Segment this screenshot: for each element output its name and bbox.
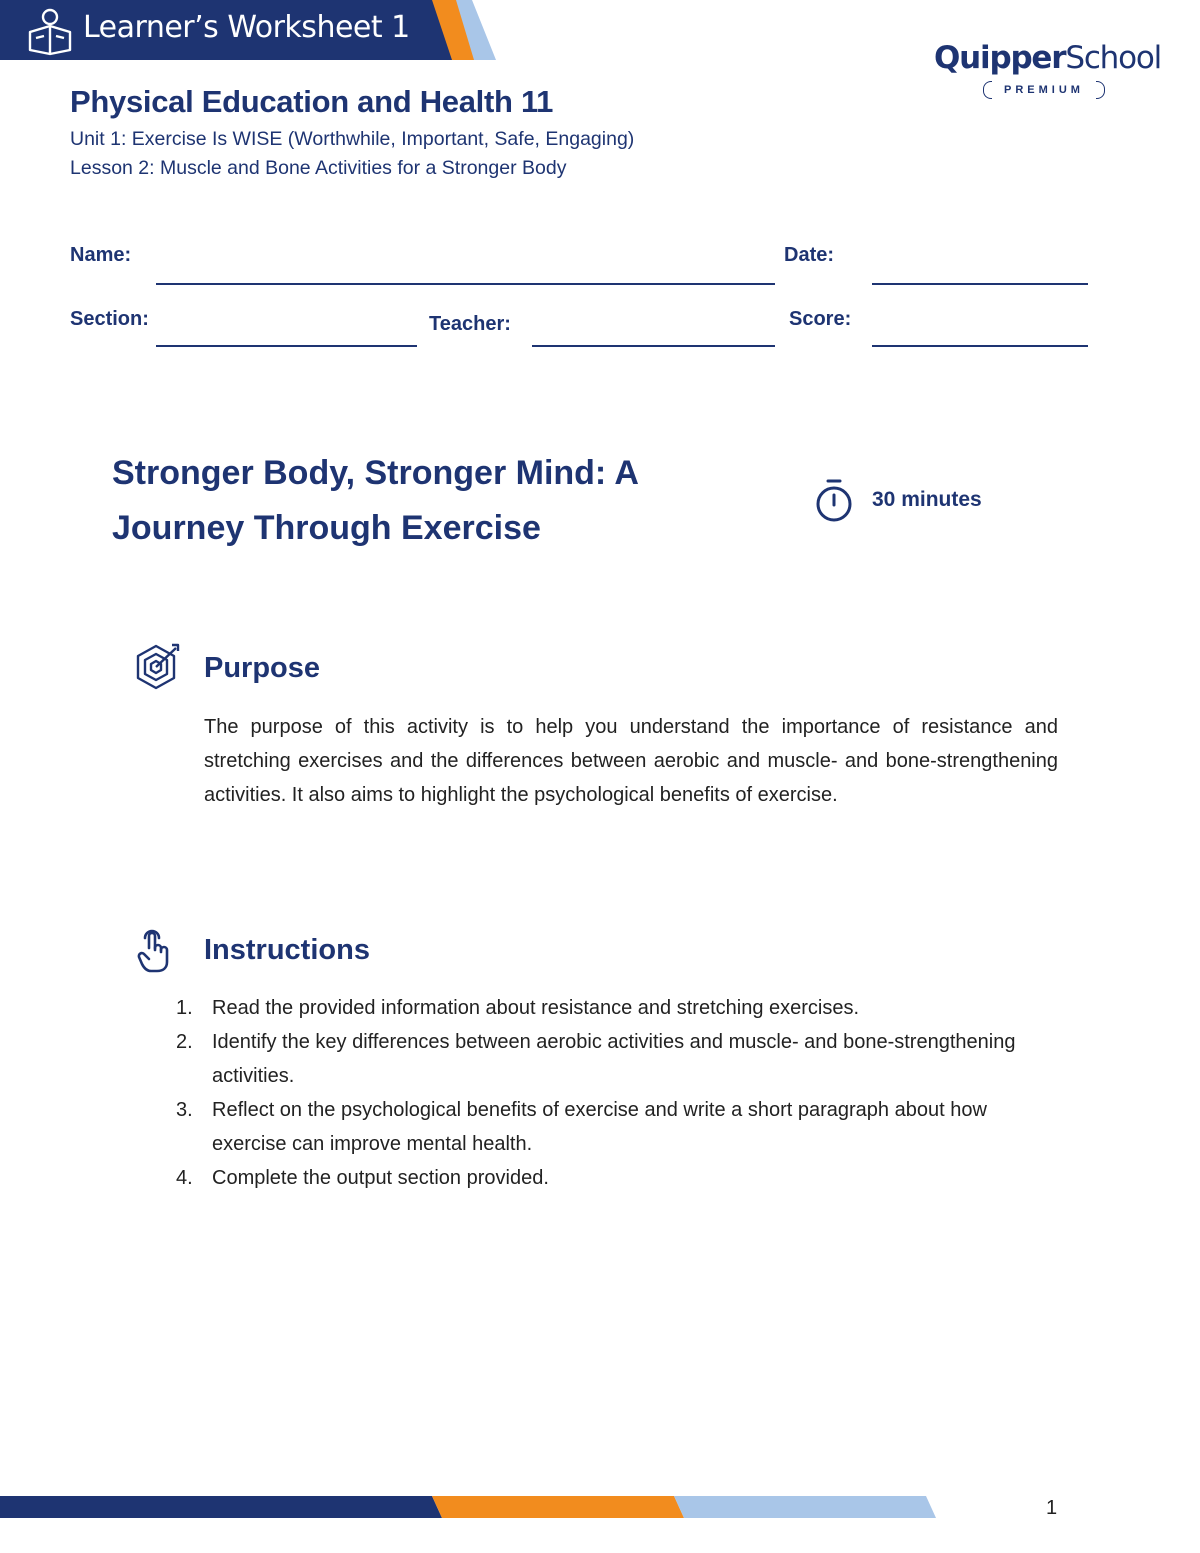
- item-text: Complete the output section provided.: [212, 1167, 549, 1189]
- date-field[interactable]: [872, 283, 1088, 285]
- score-label: Score:: [789, 308, 852, 330]
- purpose-text: The purpose of this activity is to help you understand the importance of resistance and stretching exercises and the differences between aerobic and muscle- and bone-strengthening activities. It also aims to highlight the psychological benefits of exercise.: [204, 716, 1058, 806]
- pointing-hand-icon: [136, 926, 176, 979]
- list-item: [170, 991, 1050, 1025]
- teacher-field[interactable]: [532, 345, 775, 347]
- instructions-list: [170, 991, 1050, 1195]
- target-icon: [134, 642, 182, 697]
- logo-brand-regular: School: [1065, 40, 1162, 76]
- instructions-heading: Instructions: [204, 934, 370, 966]
- name-field[interactable]: [156, 283, 775, 285]
- teacher-label: Teacher:: [429, 313, 511, 335]
- logo-brand-bold: Quipper: [934, 40, 1066, 76]
- unit-title: Unit 1: Exercise Is WISE (Worthwhile, Important, Safe, Engaging): [70, 128, 635, 150]
- item-number: 4.: [176, 1167, 193, 1189]
- stopwatch-icon: [814, 478, 854, 529]
- name-label: Name:: [70, 244, 132, 266]
- item-number: 1.: [176, 997, 193, 1019]
- section-field[interactable]: [156, 345, 417, 347]
- quipper-school-logo: [934, 40, 1162, 112]
- activity-title: Stronger Body, Stronger Mind: A Journey Through Exercise: [112, 454, 638, 547]
- list-item: [170, 1161, 1050, 1195]
- banner-title: Learner’s Worksheet 1: [83, 10, 410, 45]
- item-text: Read the provided information about resistance and stretching exercises.: [212, 997, 860, 1019]
- item-text: Reflect on the psychological benefits of exercise and write a short paragraph about how exercise can improve mental health.: [212, 1099, 987, 1155]
- lesson-title: Lesson 2: Muscle and Bone Activities for a Stronger Body: [70, 157, 567, 179]
- logo-wordmark: [934, 40, 1162, 76]
- logo-tier: PREMIUM: [983, 80, 1105, 100]
- worksheet-banner: [0, 0, 500, 62]
- subject-title: Physical Education and Health 11: [70, 84, 554, 119]
- page-number: 1: [1046, 1497, 1058, 1519]
- date-label: Date:: [784, 244, 835, 266]
- item-number: 2.: [176, 1031, 193, 1053]
- purpose-heading: Purpose: [204, 652, 321, 684]
- list-item: [170, 1025, 1050, 1093]
- section-label: Section:: [70, 308, 149, 330]
- footer-color-bar: [0, 1496, 940, 1518]
- score-field[interactable]: [872, 345, 1088, 347]
- item-text: Identify the key differences between aerobic activities and muscle- and bone-strengthening activities.: [212, 1031, 1016, 1087]
- list-item: [170, 1093, 1050, 1161]
- activity-duration: 30 minutes: [872, 488, 982, 511]
- item-number: 3.: [176, 1099, 193, 1121]
